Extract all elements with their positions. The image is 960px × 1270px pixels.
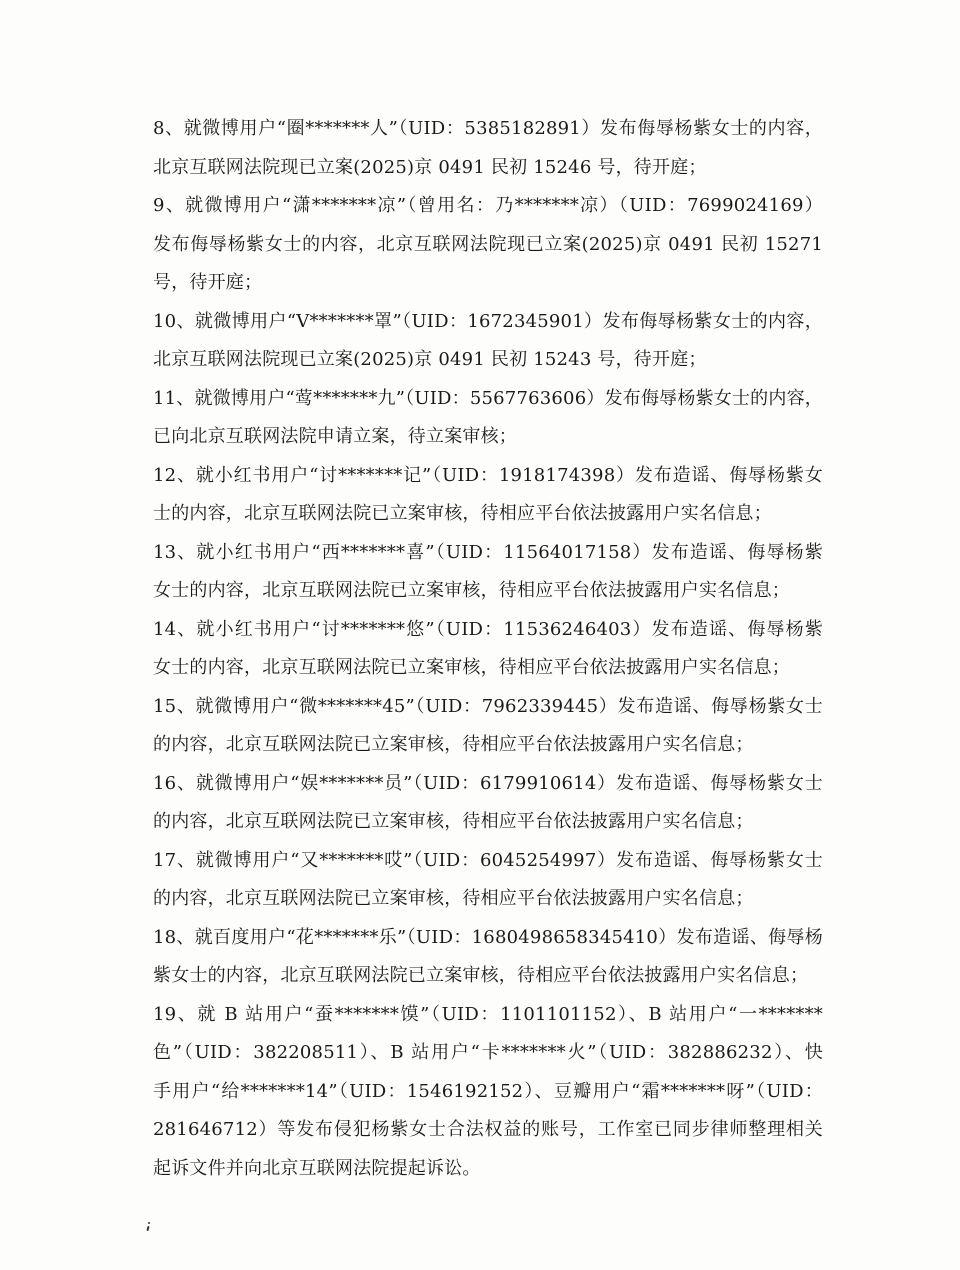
document-body <box>153 110 823 1188</box>
text-line-item-19e: 起诉文件并向北京互联网法院提起诉讼。 <box>153 1157 481 1179</box>
text-line-item-9a: 9、就微博用户“潇*******凉”（曾用名：乃*******凉）（UID：7699024169） <box>153 195 823 216</box>
text-line-item-18b: 紫女士的内容，北京互联网法院已立案审核，待相应平台依法披露用户实名信息； <box>153 965 809 986</box>
text-line-item-13b: 女士的内容，北京互联网法院已立案审核，待相应平台依法披露用户实名信息； <box>153 580 790 601</box>
text-line-item-11b: 已向北京互联网法院申请立案，待立案审核； <box>153 426 517 447</box>
text-line-item-14b: 女士的内容，北京互联网法院已立案审核，待相应平台依法披露用户实名信息； <box>153 657 790 678</box>
text-line-item-16a: 16、就微博用户“娱*******员”（UID：6179910614）发布造谣、侮辱杨紫女士 <box>153 772 823 794</box>
text-line-item-8b: 北京互联网法院现已立案(2025)京 0491 民初 15246 号，待开庭； <box>153 156 707 178</box>
text-line-item-10a: 10、就微博用户“V*******罩”（UID：1672345901）发布侮辱杨紫女士的内容， <box>153 310 823 332</box>
text-line-item-19a: 19、就 B 站用户“蚕*******馍”（UID：1101101152）、B 站用户“一******* <box>153 1003 823 1025</box>
text-line-item-12b: 士的内容，北京互联网法院已立案审核，待相应平台依法披露用户实名信息； <box>153 503 772 524</box>
text-line-item-9b: 发布侮辱杨紫女士的内容，北京互联网法院现已立案(2025)京 0491 民初 15271 <box>153 233 823 255</box>
text-line-item-12a: 12、就小红书用户“讨*******记”（UID：1918174398）发布造谣、侮辱杨紫女 <box>153 464 823 486</box>
text-line-item-19b: 色”（UID：382208511）、B 站用户“卡*******火”（UID：382886232）、快 <box>153 1042 823 1063</box>
text-line-item-18a: 18、就百度用户“花*******乐”（UID：1680498658345410）发布造谣、侮辱杨 <box>153 926 823 948</box>
text-line-item-17b: 的内容，北京互联网法院已立案审核，待相应平台依法披露用户实名信息； <box>153 888 754 909</box>
scan-artifact-mark <box>147 1222 151 1232</box>
text-line-item-11a: 11、就微博用户“莺*******九”（UID：5567763606）发布侮辱杨紫女士的内容， <box>153 387 823 409</box>
text-line-item-14a: 14、就小红书用户“讨*******悠”（UID：11536246403）发布造谣、侮辱杨紫 <box>153 618 823 640</box>
text-line-item-8a: 8、就微博用户“圈*******人”（UID：5385182891）发布侮辱杨紫女士的内容， <box>153 118 823 139</box>
text-line-item-17a: 17、就微博用户“又*******哎”（UID：6045254997）发布造谣、侮辱杨紫女士 <box>153 849 823 871</box>
text-line-item-13a: 13、就小红书用户“西*******喜”（UID：11564017158）发布造谣、侮辱杨紫 <box>153 541 823 563</box>
text-line-item-15b: 的内容，北京互联网法院已立案审核，待相应平台依法披露用户实名信息； <box>153 734 754 755</box>
text-line-item-10b: 北京互联网法院现已立案(2025)京 0491 民初 15243 号，待开庭； <box>153 349 707 370</box>
text-line-item-15a: 15、就微博用户“微*******45”（UID：7962339445）发布造谣、侮辱杨紫女士 <box>153 695 823 717</box>
text-line-item-16b: 的内容，北京互联网法院已立案审核，待相应平台依法披露用户实名信息； <box>153 811 754 832</box>
text-line-item-9c: 号，待开庭； <box>153 272 263 293</box>
text-line-item-19d: 281646712）等发布侵犯杨紫女士合法权益的账号，工作室已同步律师整理相关 <box>153 1119 823 1140</box>
text-line-item-19c: 手用户“给*******14”（UID：1546192152）、豆瓣用户“霜*******呀”（UID： <box>153 1080 823 1102</box>
